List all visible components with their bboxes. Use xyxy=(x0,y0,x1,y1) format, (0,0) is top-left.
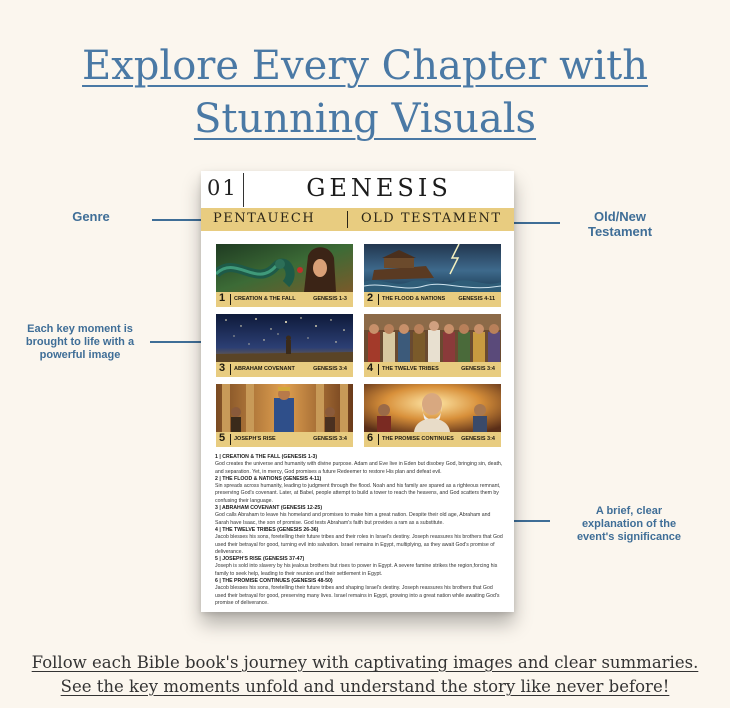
key-moment-connector xyxy=(150,341,202,343)
caption-divider xyxy=(230,434,231,445)
tile-caption xyxy=(364,292,501,307)
tile-number: 4 xyxy=(367,362,374,374)
caption-divider xyxy=(230,364,231,375)
chapter-sheet xyxy=(201,171,514,612)
summary-heading-2: 2 | THE FLOOD & NATIONS (GENESIS 4-11) xyxy=(215,475,322,482)
summary-heading-3: 3 | ABRAHAM COVENANT (GENESIS 12-25) xyxy=(215,505,323,512)
tile-1 xyxy=(216,244,353,307)
footer-line-2: See the key moments unfold and understand the story like never before! xyxy=(60,677,670,696)
tile-caption xyxy=(364,432,501,447)
tile-number: 2 xyxy=(367,292,374,304)
genre-connector xyxy=(152,219,204,221)
genre-label: PENTAUECH xyxy=(213,211,316,226)
caption-divider xyxy=(230,294,231,305)
tile-reference: GENESIS 4-11 xyxy=(458,296,495,302)
testament-line-2: Testament xyxy=(587,224,653,239)
tile-caption xyxy=(216,362,353,377)
caption-divider xyxy=(378,294,379,305)
tile-number: 1 xyxy=(219,292,226,304)
explanation-line-2: explanation of the xyxy=(581,518,677,530)
tile-6 xyxy=(364,384,501,447)
creation-illustration xyxy=(216,244,353,292)
footer-tagline xyxy=(0,651,730,699)
summary-text-5: Joseph is sold into slavery by his jealous brothers but rises to power in Egypt. A severe famine strikes the region,forcing his family to seek help, leading to their reunion and their settlement in Egypt. xyxy=(215,563,498,577)
summary-heading-5: 5 | JOSEPH'S RISE (GENESIS 37-47) xyxy=(215,556,305,563)
band-divider xyxy=(347,211,348,228)
sheet-header xyxy=(201,171,514,208)
tile-reference: GENESIS 3:4 xyxy=(461,366,495,372)
book-number: 01 xyxy=(207,176,238,200)
summary-text-3: God calls Abraham to leave his homeland and promises to make him a great nation. Despite their old age, Abraham and Sarah have Isaac, the son of promise. God tests Abraham's faith but provides a ram as a substitute. xyxy=(215,512,491,526)
headline xyxy=(0,40,730,146)
tile-label: THE PROMISE CONTINUES xyxy=(382,436,454,442)
testament-label: OLD TESTAMENT xyxy=(361,211,502,226)
explanation-line-1: A brief, clear xyxy=(595,505,663,517)
chapter-summaries xyxy=(215,454,503,607)
summary-text-6: Jacob blesses his sons, foretelling their future tribes and shaping Israel's destiny. Joseph reassures his brothers that God used their betrayal for good, preserving many lives. Israel remains in Egypt, growing into a great nation while awaiting God's promise of deliverance. xyxy=(215,585,500,606)
tile-3 xyxy=(216,314,353,377)
tribes-illustration xyxy=(364,314,501,362)
summary-text-2: Sin spreads across humanity, leading to judgment through the flood. Noah and his family are spared as a righteous remnant, preserving God's covenant. Later, at Babel, people attempt to build a tower to reach the heavens, and God scatters them by confusing their language. xyxy=(215,483,501,504)
promise-illustration xyxy=(364,384,501,432)
abraham-illustration xyxy=(216,314,353,362)
tile-5 xyxy=(216,384,353,447)
explanation-line-3: event's significance xyxy=(576,531,682,543)
key-moment-line-3: powerful image xyxy=(39,349,121,361)
tile-label: CREATION & THE FALL xyxy=(234,296,296,302)
explanation-callout xyxy=(558,505,700,544)
tile-4 xyxy=(364,314,501,377)
footer-line-1: Follow each Bible book's journey with captivating images and clear summaries. xyxy=(31,653,699,672)
key-moment-callout xyxy=(14,323,146,362)
key-moment-line-2: brought to life with a xyxy=(25,336,135,348)
tile-2 xyxy=(364,244,501,307)
caption-divider xyxy=(378,364,379,375)
tile-caption xyxy=(216,432,353,447)
explanation-connector xyxy=(514,520,550,522)
tile-reference: GENESIS 3:4 xyxy=(313,366,347,372)
tile-label: ABRAHAM COVENANT xyxy=(234,366,295,372)
tile-number: 3 xyxy=(219,362,226,374)
tile-number: 6 xyxy=(367,432,374,444)
tile-reference: GENESIS 3:4 xyxy=(313,436,347,442)
summary-heading-4: 4 | THE TWELVE TRIBES (GENESIS 26-36) xyxy=(215,526,319,533)
key-moment-line-1: Each key moment is xyxy=(27,323,133,335)
genre-band xyxy=(201,208,514,231)
flood-illustration xyxy=(364,244,501,292)
summary-heading-1: 1 | CREATION & THE FALL (GENESIS 1-3) xyxy=(215,454,318,460)
summary-text-4: Jacob blesses his sons, foretelling their future tribes and their roles in Israel's destiny. Joseph reassures his brothers that God used their betrayal for good, turning evil into salvation. Israel remains in Egypt, multiplying, as they await God's promise of deliverance. xyxy=(215,534,503,555)
tile-caption xyxy=(364,362,501,377)
header-divider xyxy=(243,173,244,207)
caption-divider xyxy=(378,434,379,445)
summary-text-1: God creates the universe and humanity with divine purpose. Adam and Eve live in Eden but disobey God, bringing sin, death, and separation. Yet, in mercy, God promises a future Redeemer to restore His plan and defeat evil. xyxy=(215,461,503,475)
testament-line-1: Old/New xyxy=(593,209,646,224)
headline-line-2: Stunning Visuals xyxy=(193,96,537,142)
joseph-illustration xyxy=(216,384,353,432)
tile-label: THE TWELVE TRIBES xyxy=(382,366,439,372)
tile-label: JOSEPH'S RISE xyxy=(234,436,276,442)
summary-heading-6: 6 | THE PROMISE CONTINUES (GENESIS 48-50) xyxy=(215,578,333,585)
testament-callout xyxy=(568,209,672,239)
testament-connector xyxy=(514,222,560,224)
tile-number: 5 xyxy=(219,432,226,444)
genre-callout: Genre xyxy=(72,209,110,224)
tile-caption xyxy=(216,292,353,307)
book-title: GENESIS xyxy=(306,174,452,202)
headline-line-1: Explore Every Chapter with xyxy=(82,43,648,89)
tile-reference: GENESIS 1-3 xyxy=(313,296,347,302)
tile-label: THE FLOOD & NATIONS xyxy=(382,296,446,302)
tile-reference: GENESIS 3:4 xyxy=(461,436,495,442)
